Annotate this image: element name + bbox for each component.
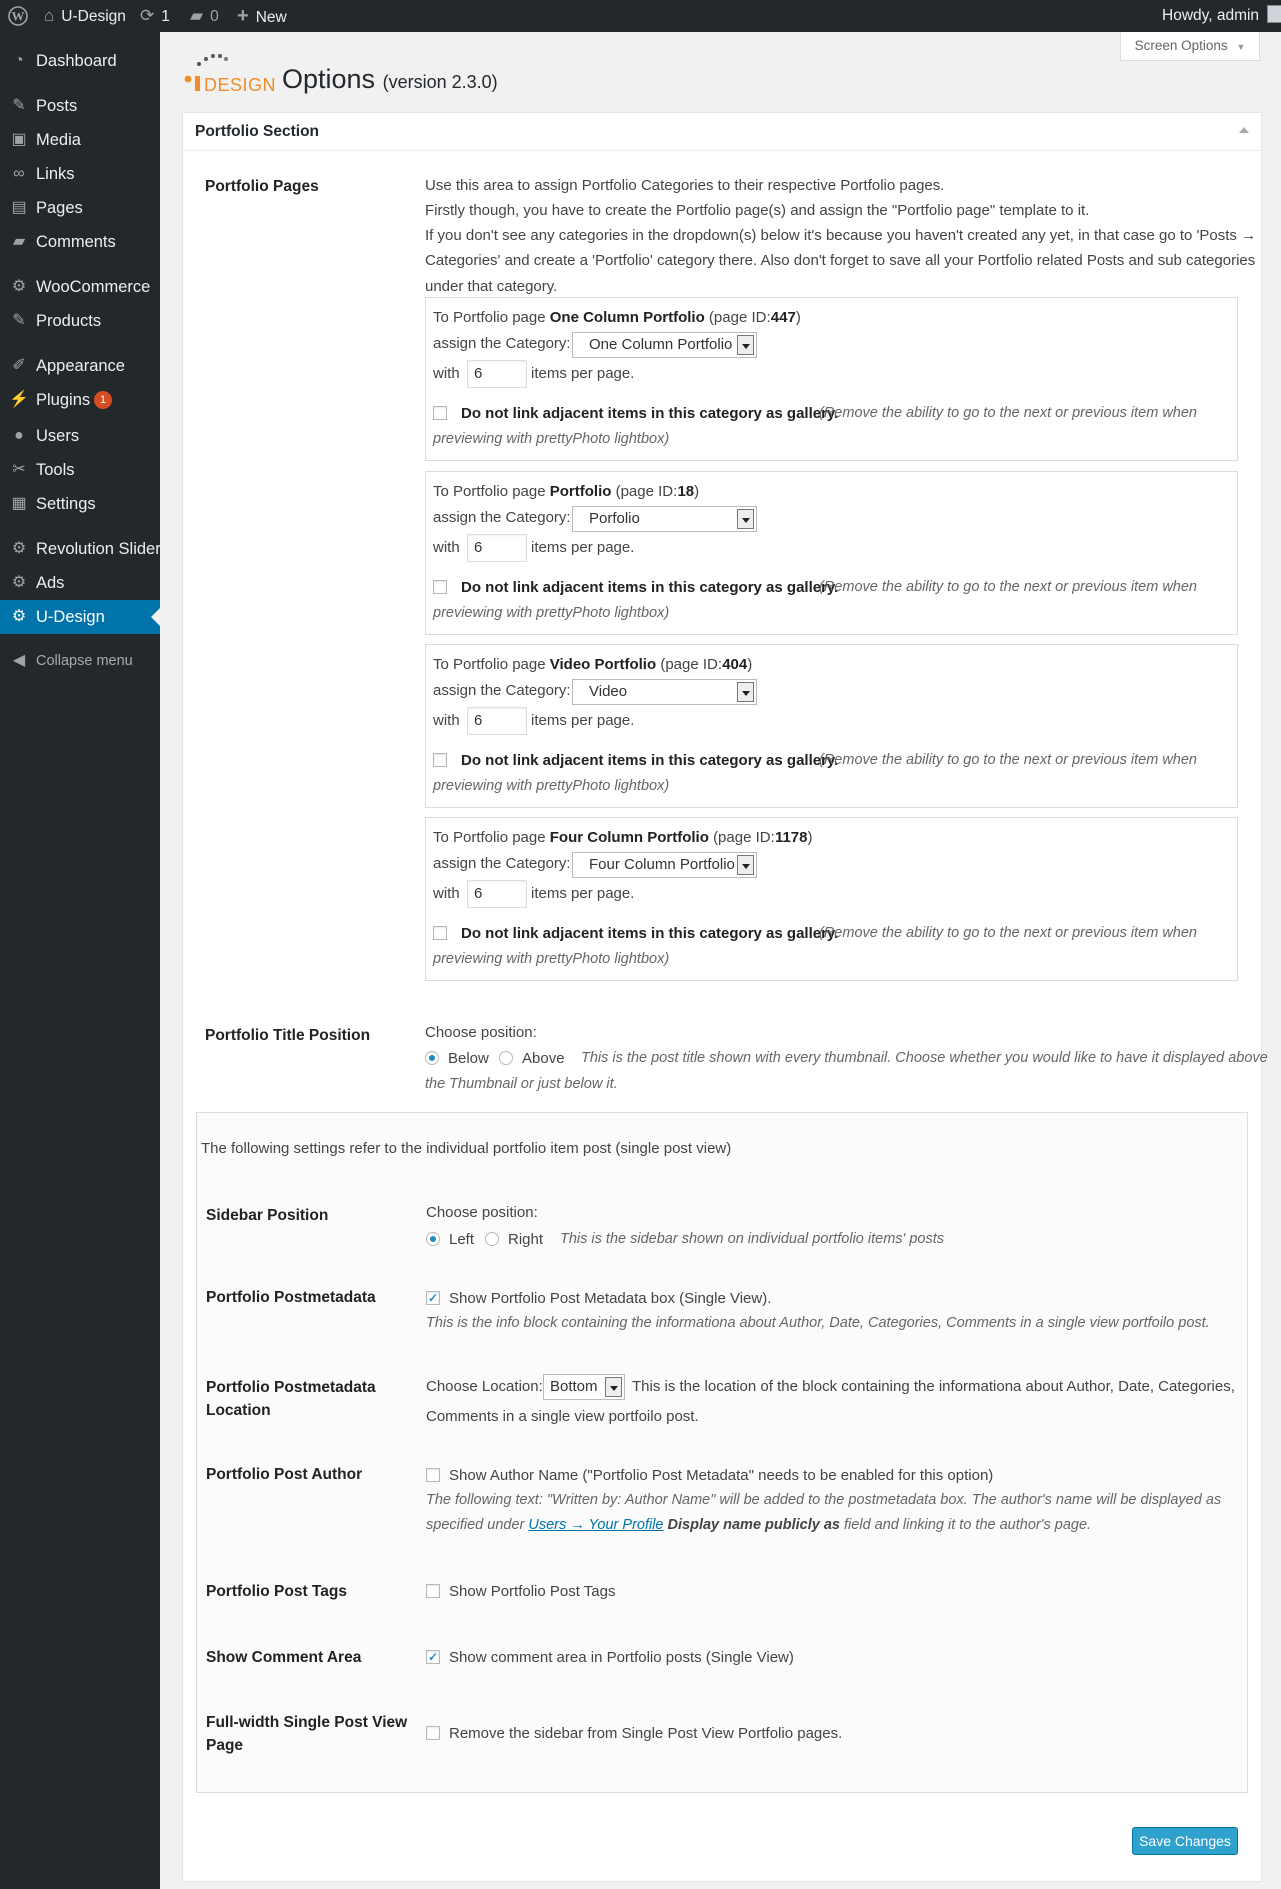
sidebar-item-products[interactable]: ✎ Products bbox=[0, 304, 160, 338]
items-per-page-label: items per page. bbox=[531, 539, 635, 556]
gallery-link-label: Do not link adjacent items in this category as gallery. bbox=[461, 925, 839, 942]
postmetadata-location-label-2: Location bbox=[206, 1402, 271, 1419]
title-position-note-1: This is the post title shown with every thumbnail. Choose whether you would like to have it displayed above bbox=[581, 1050, 1268, 1066]
items-per-page-label: items per page. bbox=[531, 712, 635, 729]
gallery-link-checkbox[interactable] bbox=[433, 406, 447, 420]
gallery-link-note-1: (Remove the ability to go to the next or previous item when bbox=[819, 752, 1197, 768]
portfolio-page-heading: To Portfolio page One Column Portfolio (page ID: 447) bbox=[433, 309, 801, 326]
sidebar-item-media[interactable]: ▣ Media bbox=[0, 123, 160, 157]
gallery-link-note-2: previewing with prettyPhoto lightbox) bbox=[433, 431, 670, 447]
pin-icon: ✎ bbox=[12, 312, 26, 329]
avatar-icon bbox=[1267, 5, 1281, 23]
user-icon: ● bbox=[14, 427, 24, 444]
sidebar-item-posts[interactable]: ✎ Posts bbox=[0, 89, 160, 123]
portfolio-page-heading: To Portfolio page Portfolio (page ID: 18) bbox=[433, 483, 700, 500]
sidebar-item-dashboard[interactable]: ◔ Dashboard bbox=[0, 44, 160, 78]
full-width-checkbox[interactable] bbox=[426, 1726, 440, 1740]
sidebar-position-note: This is the sidebar shown on individual portfolio items' posts bbox=[560, 1231, 944, 1247]
sidebar-item-settings[interactable]: ▦ Settings bbox=[0, 487, 160, 521]
brush-icon: ✐ bbox=[12, 357, 26, 374]
radio-above-label: Above bbox=[522, 1050, 565, 1067]
items-per-page-input[interactable]: 6 bbox=[467, 534, 527, 562]
portfolio-page-heading: To Portfolio page Four Column Portfolio (page ID: 1178) bbox=[433, 829, 813, 846]
sidebar-item-ads[interactable]: ⚙ Ads bbox=[0, 566, 160, 600]
collapse-toggle-icon[interactable] bbox=[1239, 127, 1249, 133]
gallery-link-label: Do not link adjacent items in this category as gallery. bbox=[461, 405, 839, 422]
assign-category-label: assign the Category: bbox=[433, 682, 571, 699]
postmetadata-location-note-1: This is the location of the block containing the informationa about Author, Date, Categories, bbox=[632, 1378, 1235, 1395]
sidebar-item-u-design[interactable]: ⚙ U-Design bbox=[0, 600, 160, 634]
gallery-link-note-1: (Remove the ability to go to the next or previous item when bbox=[819, 925, 1197, 941]
intro-line-1: Use this area to assign Portfolio Categories to their respective Portfolio pages. bbox=[425, 177, 945, 194]
site-name-link[interactable]: ⌂ U-Design bbox=[44, 6, 126, 25]
updates-link[interactable]: ⟳ 1 bbox=[140, 6, 170, 25]
items-per-page-input[interactable]: 6 bbox=[467, 360, 527, 388]
items-per-page-label: items per page. bbox=[531, 365, 635, 382]
postmetadata-location-choose: Choose Location: bbox=[426, 1378, 543, 1395]
postmetadata-location-select[interactable]: Bottom bbox=[543, 1374, 625, 1400]
media-icon: ▣ bbox=[11, 131, 27, 148]
with-label: with bbox=[433, 365, 460, 382]
gallery-link-label: Do not link adjacent items in this category as gallery. bbox=[461, 579, 839, 596]
gallery-link-checkbox[interactable] bbox=[433, 580, 447, 594]
radio-left[interactable] bbox=[426, 1232, 440, 1246]
portfolio-page-heading: To Portfolio page Video Portfolio (page ID: 404) bbox=[433, 656, 753, 673]
section-header[interactable]: Portfolio Section bbox=[183, 113, 1261, 151]
single-view-settings-box bbox=[196, 1112, 1248, 1793]
gallery-link-note-1: (Remove the ability to go to the next or previous item when bbox=[819, 405, 1197, 421]
radio-right[interactable] bbox=[485, 1232, 499, 1246]
sidebar-item-comments[interactable]: ▰ Comments bbox=[0, 225, 160, 259]
dropdown-arrow-icon bbox=[737, 509, 754, 529]
gallery-link-note-2: previewing with prettyPhoto lightbox) bbox=[433, 778, 670, 794]
category-select[interactable]: Video bbox=[572, 679, 757, 705]
gear-icon: ⚙ bbox=[11, 278, 27, 295]
collapse-arrow-icon: ◀ bbox=[12, 652, 26, 669]
radio-left-label: Left bbox=[449, 1231, 475, 1248]
sidebar-position-label: Sidebar Position bbox=[206, 1207, 329, 1224]
gear-icon: ⚙ bbox=[11, 540, 27, 557]
sidebar-item-plugins[interactable]: ⚡ Plugins 1 bbox=[0, 383, 160, 417]
collapse-menu-button[interactable]: ◀ Collapse menu bbox=[0, 644, 160, 678]
wordpress-logo-icon[interactable] bbox=[8, 0, 28, 32]
comment-bubble-icon: ▰ bbox=[190, 6, 204, 25]
wrench-icon: ✂ bbox=[12, 461, 26, 478]
post-author-checkbox-label: Show Author Name ("Portfolio Post Metadata" needs to be enabled for this option) bbox=[449, 1467, 994, 1484]
post-author-label: Portfolio Post Author bbox=[206, 1466, 363, 1483]
sidebar-item-pages[interactable]: ▤ Pages bbox=[0, 191, 160, 225]
category-select[interactable]: Porfolio bbox=[572, 506, 757, 532]
assign-category-label: assign the Category: bbox=[433, 335, 571, 352]
pin-icon: ✎ bbox=[12, 97, 26, 114]
title-position-label: Portfolio Title Position bbox=[205, 1027, 371, 1044]
category-select[interactable]: One Column Portfolio bbox=[572, 332, 757, 358]
dropdown-arrow-icon bbox=[737, 335, 754, 355]
pages-icon: ▤ bbox=[11, 199, 27, 216]
intro-line-2: Firstly though, you have to create the Portfolio page(s) and assign the "Portfolio page" template to it. bbox=[425, 202, 1090, 219]
screen-options-button[interactable]: Screen Options ▼ bbox=[1120, 32, 1260, 61]
users-profile-link[interactable]: Users → Your Profile bbox=[528, 1517, 664, 1533]
post-author-note-2: specified under Users → Your Profile Display name publicly as field and linking it to the author's page. bbox=[426, 1517, 1092, 1533]
assign-category-label: assign the Category: bbox=[433, 509, 571, 526]
post-tags-label: Portfolio Post Tags bbox=[206, 1583, 347, 1600]
account-menu[interactable]: Howdy, admin bbox=[1162, 0, 1281, 32]
radio-above[interactable] bbox=[499, 1051, 513, 1065]
items-per-page-input[interactable]: 6 bbox=[467, 880, 527, 908]
sidebar-item-appearance[interactable]: ✐ Appearance bbox=[0, 349, 160, 383]
dropdown-arrow-icon bbox=[605, 1377, 622, 1397]
with-label: with bbox=[433, 539, 460, 556]
page-title: Options (version 2.3.0) bbox=[282, 64, 498, 94]
plug-icon: ⚡ bbox=[9, 391, 29, 408]
postmetadata-note: This is the info block containing the informationa about Author, Date, Categories, Comments in a single view portfoilo post. bbox=[426, 1315, 1210, 1331]
comment-area-checkbox[interactable]: ✓ bbox=[427, 1650, 439, 1664]
refresh-icon: ⟳ bbox=[140, 6, 155, 25]
udesign-logo: DESIGN bbox=[182, 52, 270, 96]
gallery-link-checkbox[interactable] bbox=[433, 753, 447, 767]
admin-bar bbox=[0, 0, 1281, 32]
sidebar-item-revolution-slider[interactable]: ⚙ Revolution Slider bbox=[0, 532, 160, 566]
comment-area-checkbox-label: Show comment area in Portfolio posts (Single View) bbox=[449, 1649, 794, 1666]
post-author-checkbox[interactable] bbox=[426, 1468, 440, 1482]
chevron-down-icon: ▼ bbox=[1236, 42, 1246, 52]
title-position-note-2: the Thumbnail or just below it. bbox=[425, 1076, 618, 1092]
category-select[interactable]: Four Column Portfolio bbox=[572, 852, 757, 878]
postmetadata-location-label-1: Portfolio Postmetadata bbox=[206, 1379, 376, 1396]
full-width-label-1: Full-width Single Post View bbox=[206, 1714, 408, 1731]
radio-right-label: Right bbox=[508, 1231, 544, 1248]
update-count-badge: 1 bbox=[94, 391, 112, 409]
with-label: with bbox=[433, 712, 460, 729]
radio-below-label: Below bbox=[448, 1050, 489, 1067]
assign-category-label: assign the Category: bbox=[433, 855, 571, 872]
sidebar-item-woocommerce[interactable]: ⚙ WooCommerce bbox=[0, 270, 160, 304]
radio-below[interactable] bbox=[425, 1051, 439, 1065]
sidebar-item-tools[interactable]: ✂ Tools bbox=[0, 453, 160, 487]
sidebar-item-links[interactable]: ∞ Links bbox=[0, 157, 160, 191]
save-changes-button[interactable]: Save Changes bbox=[1132, 1827, 1238, 1855]
items-per-page-label: items per page. bbox=[531, 885, 635, 902]
gallery-link-note-1: (Remove the ability to go to the next or previous item when bbox=[819, 579, 1197, 595]
post-author-note-1: The following text: "Written by: Author Name" will be added to the postmetadata box. The author's name will be displayed as bbox=[426, 1492, 1222, 1508]
dashboard-icon: ◔ bbox=[14, 52, 24, 69]
gallery-link-note-2: previewing with prettyPhoto lightbox) bbox=[433, 951, 670, 967]
comment-icon: ▰ bbox=[12, 233, 26, 250]
plus-icon: + bbox=[237, 5, 249, 27]
svg-text:W: W bbox=[11, 8, 25, 24]
single-view-heading: The following settings refer to the individual portfolio item post (single post view) bbox=[201, 1140, 732, 1157]
post-tags-checkbox[interactable] bbox=[426, 1584, 440, 1598]
dropdown-arrow-icon bbox=[737, 682, 754, 702]
gallery-link-checkbox[interactable] bbox=[433, 926, 447, 940]
sidebar-item-users[interactable]: ● Users bbox=[0, 419, 160, 453]
comment-area-label: Show Comment Area bbox=[206, 1649, 362, 1666]
gallery-link-label: Do not link adjacent items in this category as gallery. bbox=[461, 752, 839, 769]
gear-icon: ⚙ bbox=[11, 574, 27, 591]
portfolio-pages-label: Portfolio Pages bbox=[205, 178, 319, 195]
title-position-choose: Choose position: bbox=[425, 1024, 537, 1041]
postmetadata-label: Portfolio Postmetadata bbox=[206, 1289, 376, 1306]
new-content-link[interactable]: + New bbox=[237, 5, 287, 27]
link-icon: ∞ bbox=[13, 165, 25, 182]
postmetadata-checkbox-label: Show Portfolio Post Metadata box (Single View). bbox=[449, 1290, 772, 1307]
full-width-label-2: Page bbox=[206, 1737, 244, 1754]
home-icon: ⌂ bbox=[44, 6, 55, 25]
sidebar-position-choose: Choose position: bbox=[426, 1204, 538, 1221]
full-width-checkbox-label: Remove the sidebar from Single Post View Portfolio pages. bbox=[449, 1725, 843, 1742]
gear-icon: ⚙ bbox=[11, 608, 27, 625]
post-tags-checkbox-label: Show Portfolio Post Tags bbox=[449, 1583, 616, 1600]
settings-icon: ▦ bbox=[11, 495, 27, 512]
intro-line-4: Categories' and create a 'Portfolio' category there. Also don't forget to save all your Portfolio related Posts and sub categories bbox=[425, 252, 1256, 269]
postmetadata-checkbox[interactable]: ✓ bbox=[427, 1291, 439, 1305]
intro-line-3: If you don't see any categories in the dropdown(s) below it's because you haven't created any yet, in that case go to 'Posts → bbox=[425, 227, 1257, 244]
postmetadata-location-note-2: Comments in a single view portfoilo post. bbox=[426, 1408, 699, 1425]
intro-line-5: under that category. bbox=[425, 278, 558, 295]
gallery-link-note-2: previewing with prettyPhoto lightbox) bbox=[433, 605, 670, 621]
dropdown-arrow-icon bbox=[737, 855, 754, 875]
items-per-page-input[interactable]: 6 bbox=[467, 707, 527, 735]
with-label: with bbox=[433, 885, 460, 902]
comments-link[interactable]: ▰ 0 bbox=[190, 6, 219, 25]
